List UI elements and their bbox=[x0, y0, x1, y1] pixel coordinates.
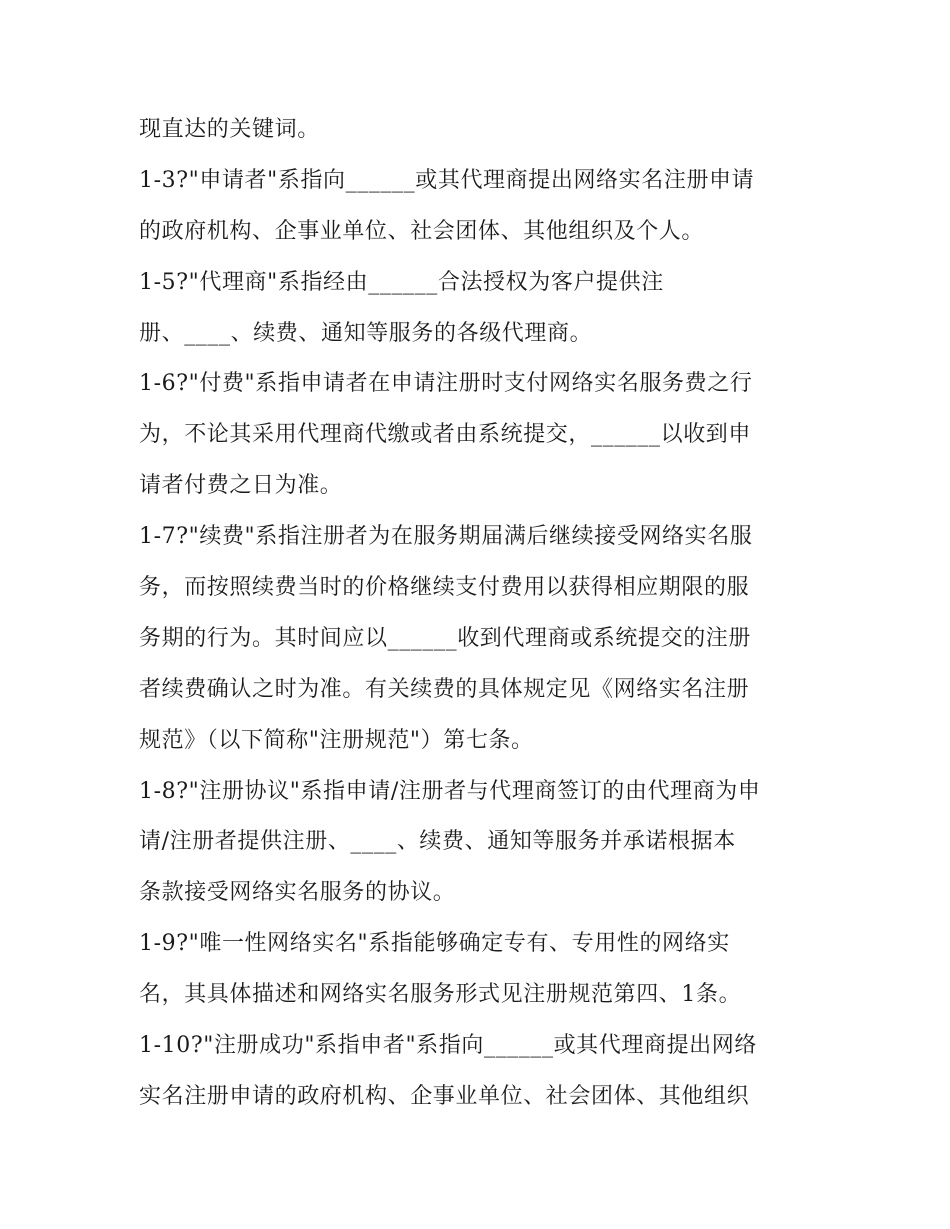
text-line: 条款接受网络实名服务的协议。 bbox=[139, 880, 456, 906]
text-line: 请/注册者提供注册、____、续费、通知等服务并承诺根据本 bbox=[139, 829, 736, 855]
document-body bbox=[139, 109, 819, 1127]
text-line: 1-3?"申请者"系指向______或其代理商提出网络实名注册申请 bbox=[139, 167, 755, 193]
text-line: 规范》（以下简称"注册规范"）第七条。 bbox=[139, 727, 534, 753]
text-line: 册、____、续费、通知等服务的各级代理商。 bbox=[139, 320, 593, 346]
text-line: 者续费确认之时为准。有关续费的具体规定见《网络实名注册 bbox=[139, 676, 750, 702]
text-line: 请者付费之日为准。 bbox=[139, 473, 343, 499]
text-line: 为，不论其采用代理商代缴或者由系统提交，______以收到申 bbox=[139, 422, 752, 448]
text-line: 的政府机构、企事业单位、社会团体、其他组织及个人。 bbox=[139, 218, 705, 244]
text-line: 1-7?"续费"系指注册者为在服务期届满后继续接受网络实名服 bbox=[139, 524, 753, 550]
text-line: 务，而按照续费当时的价格继续支付费用以获得相应期限的服 bbox=[139, 575, 750, 601]
text-line: 1-5?"代理商"系指经由______合法授权为客户提供注 bbox=[139, 269, 664, 295]
text-line: 1-9?"唯一性网络实名"系指能够确定专有、专用性的网络实 bbox=[139, 931, 730, 957]
text-line: 现直达的关键词。 bbox=[139, 117, 320, 142]
text-line: 1-10?"注册成功"系指申者"系指向______或其代理商提出网络 bbox=[139, 1033, 757, 1059]
text-line: 务期的行为。其时间应以______收到代理商或系统提交的注册 bbox=[139, 625, 752, 651]
text-line: 1-6?"付费"系指申请者在申请注册时支付网络实名服务费之行 bbox=[139, 371, 753, 397]
text-line: 1-8?"注册协议"系指申请/注册者与代理商签订的由代理商为申 bbox=[139, 778, 761, 804]
text-line: 实名注册申请的政府机构、企事业单位、社会团体、其他组织 bbox=[139, 1083, 750, 1109]
text-line: 名，其具体描述和网络实名服务形式见注册规范第四、1条。 bbox=[139, 982, 742, 1008]
